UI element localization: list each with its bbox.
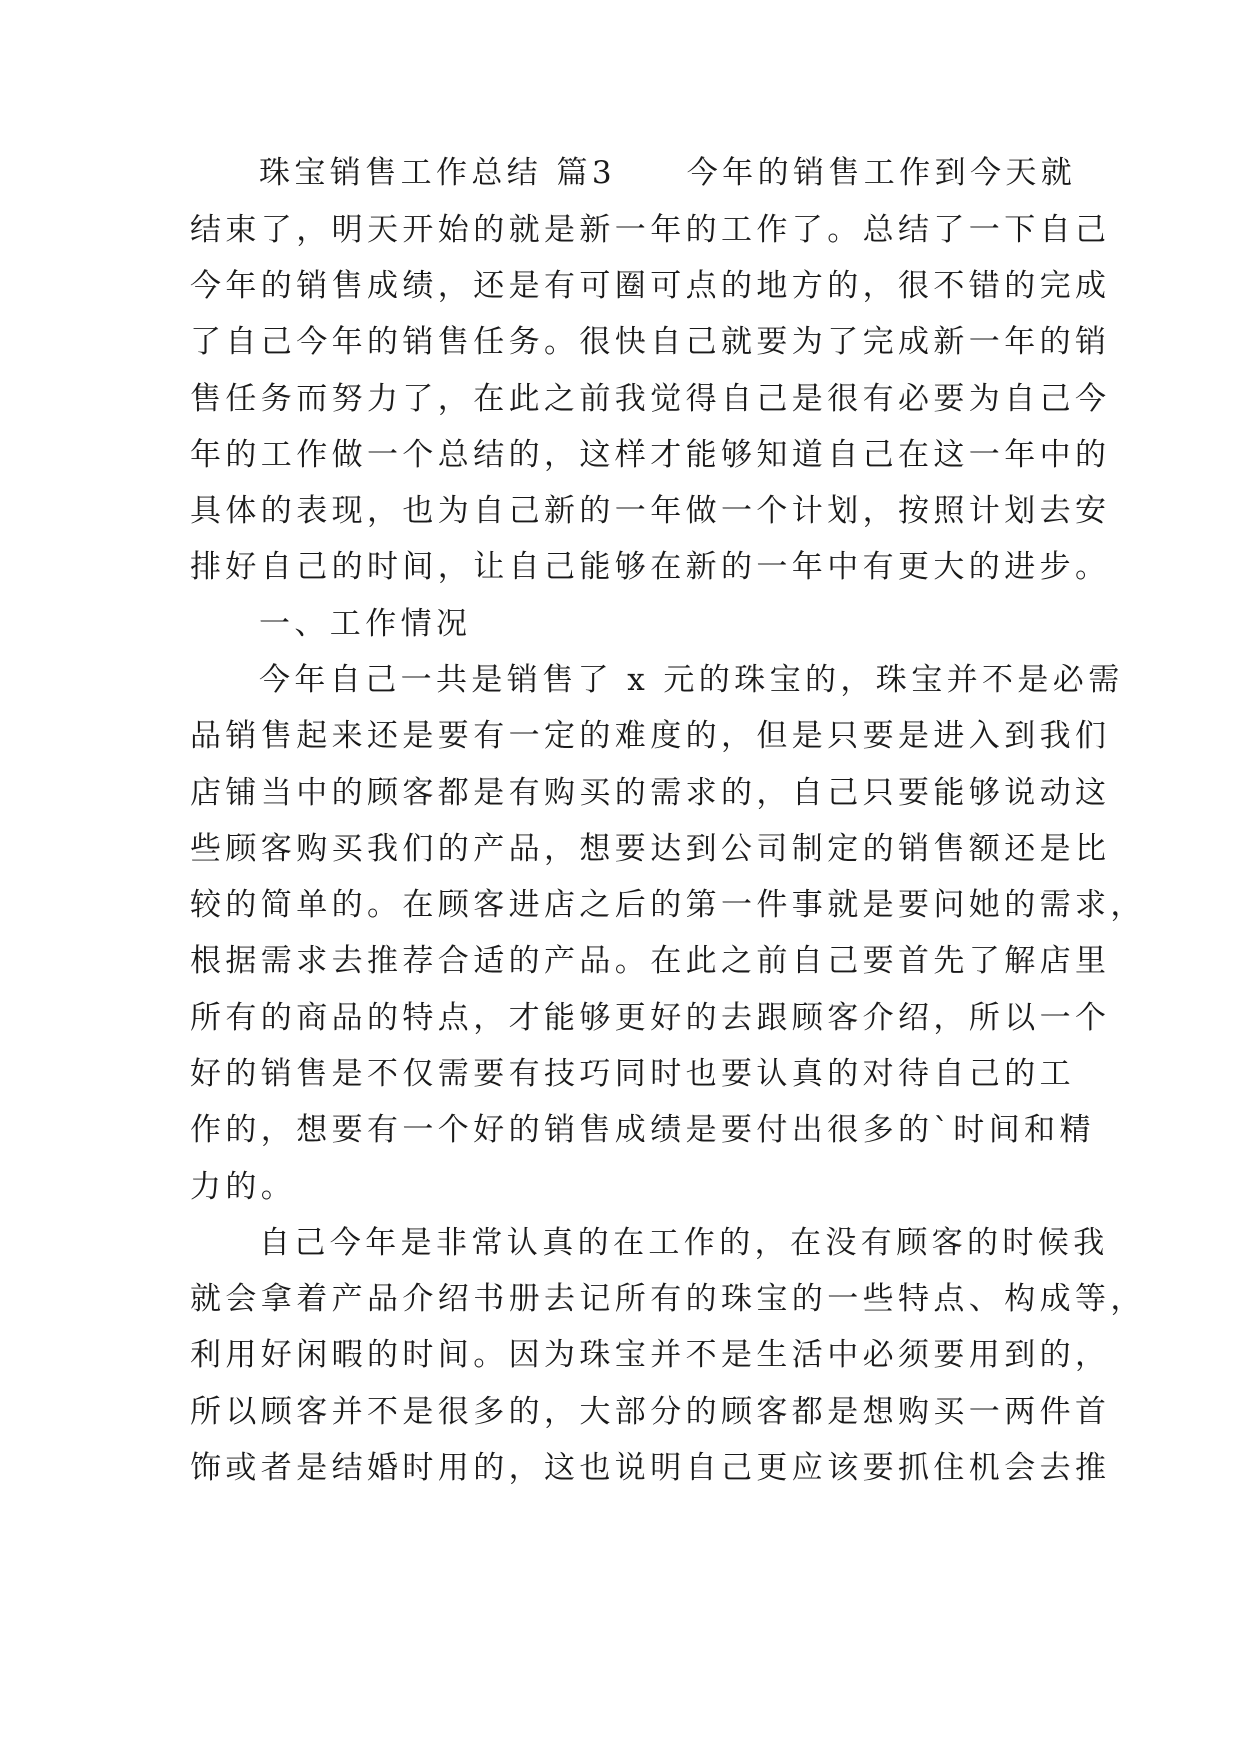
text-line: 所有的商品的特点，才能够更好的去跟顾客介绍，所以一个 [190,1000,1111,1036]
text-line: 了自己今年的销售任务。很快自己就要为了完成新一年的销 [190,324,1111,360]
text-line: 较的简单的。在顾客进店之后的第一件事就是要问她的需求， [190,887,1146,923]
text-line: 根据需求去推荐合适的产品。在此之前自己要首先了解店里 [190,943,1111,979]
text-line: 所以顾客并不是很多的，大部分的顾客都是想购买一两件首 [190,1394,1111,1430]
text-line: 具体的表现，也为自己新的一年做一个计划，按照计划去安 [190,493,1111,529]
text-line: 排好自己的时间，让自己能够在新的一年中有更大的进步。 [190,549,1111,585]
text-line: 自己今年是非常认真的在工作的，在没有顾客的时候我 [259,1225,1109,1261]
text-line: 利用好闲暇的时间。因为珠宝并不是生活中必须要用到的， [190,1337,1111,1373]
text-line: 作的，想要有一个好的销售成绩是要付出很多的`时间和精 [190,1112,1095,1148]
text-line-title: 珠宝销售工作总结 篇3 今年的销售工作到今天就 [259,155,1077,191]
text-line: 店铺当中的顾客都是有购买的需求的，自己只要能够说动这 [190,775,1111,811]
text-line: 今年的销售成绩，还是有可圈可点的地方的，很不错的完成 [190,268,1111,304]
text-line: 品销售起来还是要有一定的难度的，但是只要是进入到我们 [190,718,1111,754]
text-line: 今年自己一共是销售了 x 元的珠宝的，珠宝并不是必需 [259,662,1124,698]
text-line: 好的销售是不仅需要有技巧同时也要认真的对待自己的工 [190,1056,1075,1092]
text-line: 就会拿着产品介绍书册去记所有的珠宝的一些特点、构成等， [190,1281,1146,1317]
text-line: 力的。 [190,1169,297,1205]
text-line: 结束了，明天开始的就是新一年的工作了。总结了一下自己 [190,212,1111,248]
text-line: 些顾客购买我们的产品，想要达到公司制定的销售额还是比 [190,831,1111,867]
text-line: 年的工作做一个总结的，这样才能够知道自己在这一年中的 [190,437,1111,473]
text-line: 售任务而努力了，在此之前我觉得自己是很有必要为自己今 [190,381,1111,417]
section-heading: 一、工作情况 [259,606,472,642]
text-line: 饰或者是结婚时用的，这也说明自己更应该要抓住机会去推 [190,1450,1111,1486]
